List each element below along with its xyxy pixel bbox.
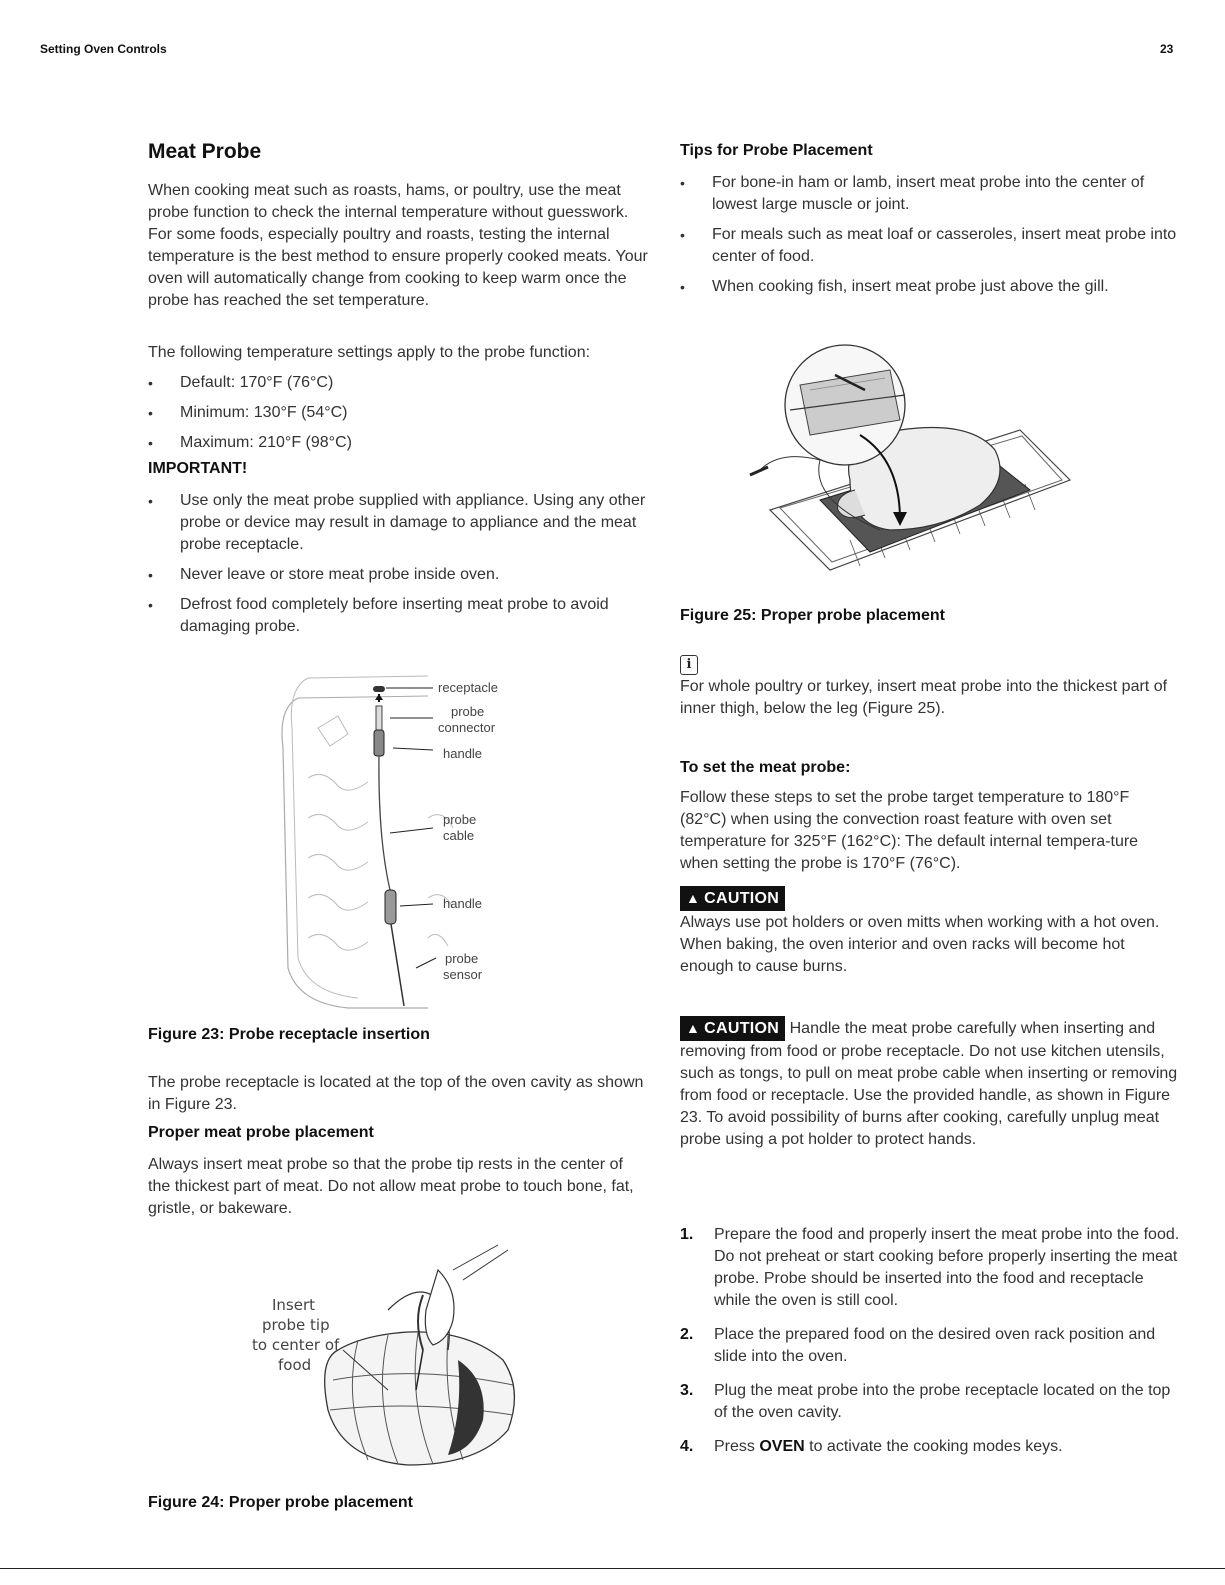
settings-list [148,372,648,462]
label-probe-sensor: probe [445,951,479,966]
bullet-icon: • [680,227,685,243]
list-item: 3. Plug the meat probe into the probe receptacle located on the top of the oven cavity. [680,1382,1171,1421]
figure-23-probe-receptacle [278,668,518,1013]
figure-25-poultry-probe [740,330,1080,580]
bullet-icon: • [148,567,153,583]
important-title: IMPORTANT! [148,460,248,477]
list-item: • Minimum: 130°F (54°C) [148,402,648,424]
list-item: • For meals such as meat loaf or casseroles, insert meat probe into center of food. [680,226,1177,265]
bullet-icon: • [148,375,153,391]
list-item: • Use only the meat probe supplied with appliance. Using any other probe or device may result in damage to appliance and the meat probe receptacle. [148,492,646,553]
list-item: 2. Place the prepared food on the desired oven rack position and slide into the oven. [680,1326,1156,1365]
poultry-illustration [740,330,1080,580]
label-insert-line1: Insert [272,1296,316,1314]
bullet-icon: • [148,493,153,509]
list-item: • For bone-in ham or lamb, insert meat probe into the center of lowest large muscle or joint. [680,174,1145,213]
bottom-rule [0,1568,1225,1569]
bullet-icon: • [148,405,153,421]
receptacle-paragraph: The probe receptacle is located at the top of the oven cavity as shown in Figure 23. [148,1074,644,1113]
settings-intro: The following temperature settings apply to the probe function: [148,344,591,361]
label-probe-sensor: sensor [443,967,483,982]
figure-23-caption: Figure 23: Probe receptacle insertion [148,1026,430,1043]
label-probe-cable: probe [443,812,477,827]
bullet-icon: • [148,435,153,451]
caution-badge-2: ▲ CAUTION [680,1016,785,1041]
bullet-icon: • [148,597,153,613]
set-probe-title: To set the meat probe: [680,759,851,776]
caution-1-text: Always use pot holders or oven mitts when working with a hot oven. When baking, the oven interior and oven racks will become hot enough to cause burns. [680,914,1160,975]
page-number: 23 [1160,42,1174,56]
important-list [148,490,648,646]
info-icon: i [680,655,698,675]
list-item: 4. Press OVEN to activate the cooking modes keys. [680,1438,1063,1455]
label-insert-line4: food [278,1356,312,1374]
oven-cavity-illustration [278,668,518,1013]
list-item: • Never leave or store meat probe inside oven. [148,564,648,586]
list-item: • When cooking fish, insert meat probe just above the gill. [680,276,1180,298]
bullet-icon: • [680,279,685,295]
info-note: For whole poultry or turkey, insert meat probe into the thickest part of inner thigh, below the leg (Figure 25). [680,678,1168,717]
list-item: • Default: 170°F (76°C) [148,372,648,394]
placement-paragraph: Always insert meat probe so that the probe tip rests in the center of the thickest part of meat. Do not allow meat probe to touch bone, fat, gristle, or bakeware. [148,1156,634,1217]
warning-triangle-icon: ▲ [686,1020,701,1036]
label-handle-bottom: handle [443,896,483,911]
figure-24-roast-probe [248,1240,538,1480]
oven-key-label: OVEN [759,1438,805,1455]
label-receptacle: receptacle [438,680,498,695]
label-probe-connector: connector [438,720,496,735]
list-item: • Defrost food completely before inserting meat probe to avoid damaging probe. [148,596,609,635]
caution-badge-1: ▲ CAUTION [680,886,785,911]
intro-paragraph: When cooking meat such as roasts, hams, or poultry, use the meat probe function to check the internal temperature without guesswork. For some foods, especially poultry and roasts, testing the internal temperature is the best method to ensure properly cooked meats. Your oven will automatically change from cooking to keep warm once the probe has reached the set temperature. [148,182,648,309]
tips-title: Tips for Probe Placement [680,142,873,159]
caution-2-paragraph [680,1016,1180,1151]
set-probe-paragraph: Follow these steps to set the probe target temperature to 180°F (82°C) when using the convection roast feature with oven set temperature for 325°F (162°C): The default internal tempera-ture when setting the probe is 170°F (76°C). [680,789,1139,872]
running-header: Setting Oven Controls [40,42,167,56]
label-probe-cable: cable [443,828,475,843]
list-item: • Maximum: 210°F (98°C) [148,432,648,454]
figure-24-caption: Figure 24: Proper probe placement [148,1494,413,1511]
roast-illustration [248,1240,538,1480]
tips-list [680,172,1180,306]
label-insert-line3: to center of [252,1336,340,1354]
figure-25-caption: Figure 25: Proper probe placement [680,607,945,624]
bullet-icon: • [680,175,685,191]
label-insert-line2: probe tip [262,1316,330,1334]
warning-triangle-icon: ▲ [686,890,701,906]
steps-list [680,1224,1180,1470]
section-title: Meat Probe [148,140,262,163]
label-probe-connector: probe [451,704,485,719]
list-item: 1. Prepare the food and properly insert the meat probe into the food. Do not preheat or start cooking before properly inserting the meat probe. Probe should be inserted into the food and receptacle while the oven is still cool. [680,1226,1180,1309]
caution-2-text: Handle the meat probe carefully when inserting and removing from food or probe receptacle. Do not use kitchen utensils, such as tongs, to pull on meat probe cable when inserting or removing from food or receptacle. Use the provided handle, as shown in Figure 23. To avoid possibility of burns after cooking, carefully unplug meat probe using a pot holder to protect hands. [680,1020,1178,1148]
label-handle-top: handle [443,746,483,761]
placement-title: Proper meat probe placement [148,1124,374,1141]
